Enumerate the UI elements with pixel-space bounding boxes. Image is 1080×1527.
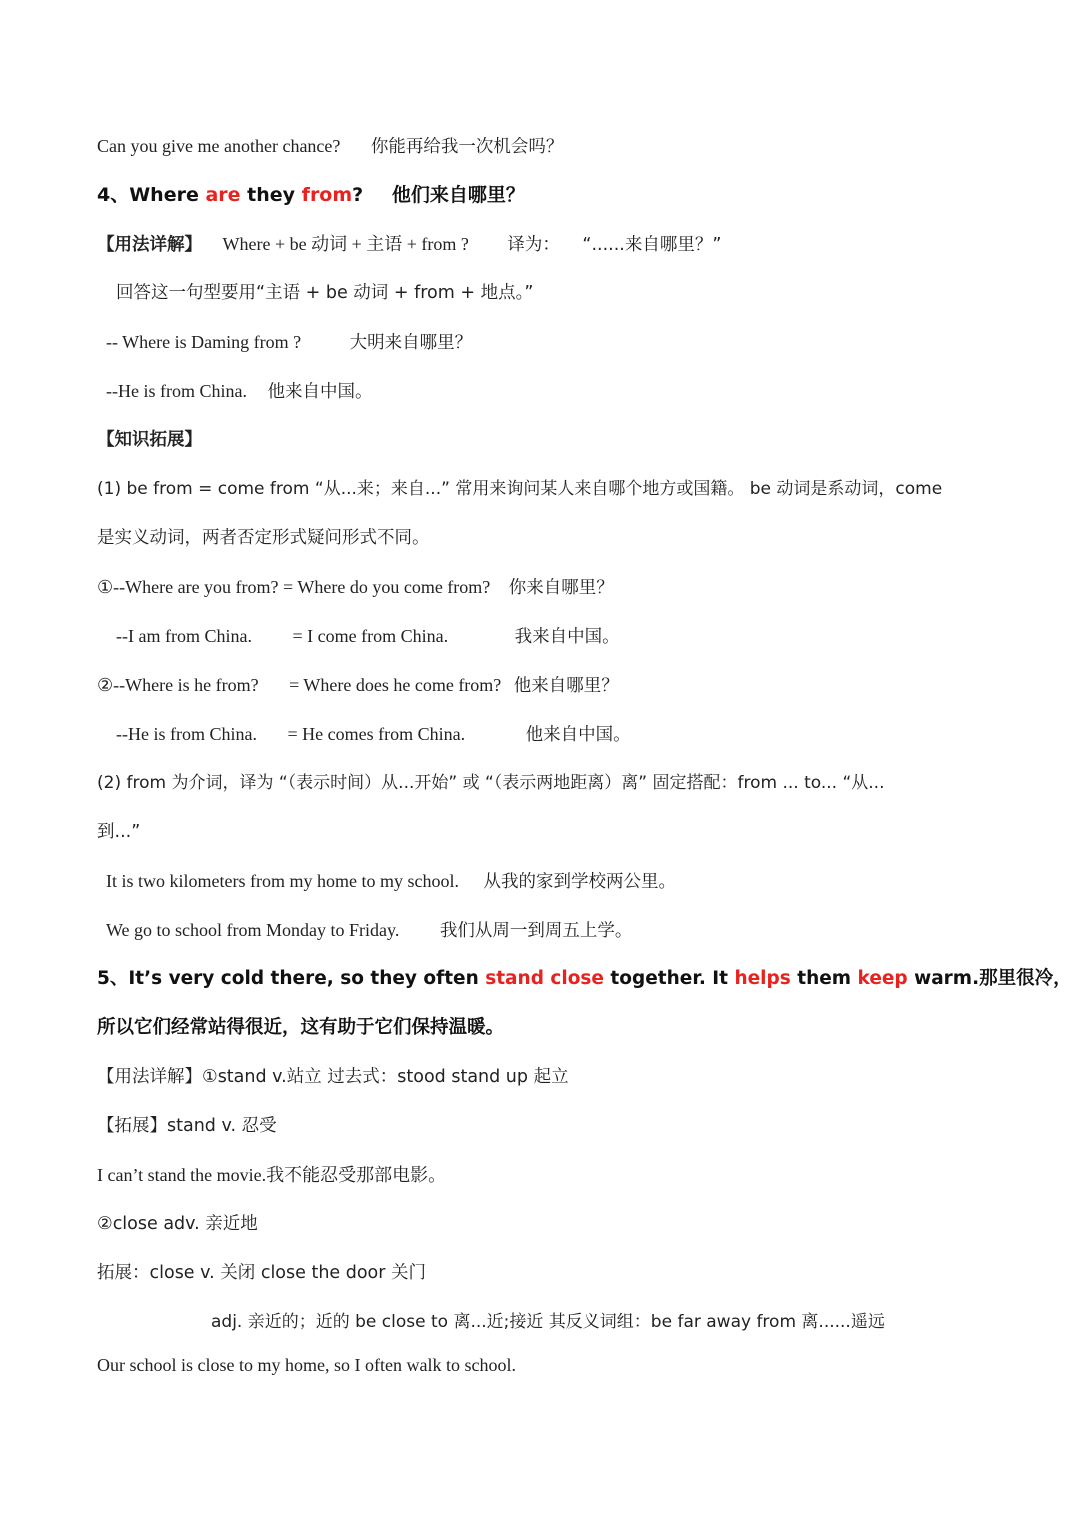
example-line: It is two kilometers from my home to my school. 从我的家到学校两公里。: [106, 871, 676, 892]
example-line: ①--Where are you from? = Where do you come from? 你来自哪里？: [97, 577, 614, 598]
section-heading-4: 4、Where are they from? 他们来自哪里？: [97, 184, 525, 206]
example-line: --He is from China. = He comes from China. 他来自中国。: [116, 724, 631, 745]
usage-line: 拓展：close v. 关闭 close the door 关门: [97, 1263, 427, 1283]
example-line: Our school is close to my home, so I often walk to school.: [97, 1355, 516, 1375]
text-line: (1) be from = come from “从...来；来自...” 常用来询问某人来自哪个地方或国籍。 be 动词是系动词，come: [97, 479, 943, 499]
usage-line: 【用法详解】 Where + be 动词 + 主语 + from ? 译为： “......来自哪里？”: [97, 234, 722, 255]
example-line: --I am from China. = I come from China. 我来自中国。: [116, 626, 620, 647]
usage-line: 回答这一句型要用“主语 + be 动词 + from + 地点。”: [116, 283, 534, 303]
text-line: Can you give me another chance? 你能再给我一次机会吗？: [97, 136, 564, 157]
example-line: I can’t stand the movie.我不能忍受那部电影。: [97, 1165, 447, 1185]
text-line: (2) from 为介词，译为 “（表示时间）从...开始” 或 “（表示两地距离）离” 固定搭配：from ... to... “从...: [97, 773, 885, 793]
usage-line: ②close adv. 亲近地: [97, 1214, 258, 1234]
example-line: We go to school from Monday to Friday. 我们从周一到周五上学。: [106, 920, 633, 941]
usage-line: adj. 亲近的；近的 be close to 离...近;接近 其反义词组：be far away from 离......遥远: [211, 1312, 885, 1332]
text-line: 到...”: [97, 822, 141, 842]
usage-line: 【用法详解】①stand v.站立 过去式：stood stand up 起立: [97, 1067, 569, 1087]
knowledge-heading: 【知识拓展】: [97, 430, 202, 450]
example-line: ②--Where is he from? = Where does he come from? 他来自哪里？: [97, 675, 619, 696]
section-heading-5-cont: 所以它们经常站得很近，这有助于它们保持温暖。: [97, 1017, 505, 1038]
usage-line: 【拓展】stand v. 忍受: [97, 1116, 277, 1136]
example-line: -- Where is Daming from ? 大明来自哪里？: [106, 332, 473, 353]
text-line: 是实义动词，两者否定形式疑问形式不同。: [97, 528, 430, 548]
section-heading-5: 5、It’s very cold there, so they often stand close together. It helps them keep warm.那里很冷，: [97, 968, 1072, 989]
example-line: --He is from China. 他来自中国。: [106, 381, 373, 402]
